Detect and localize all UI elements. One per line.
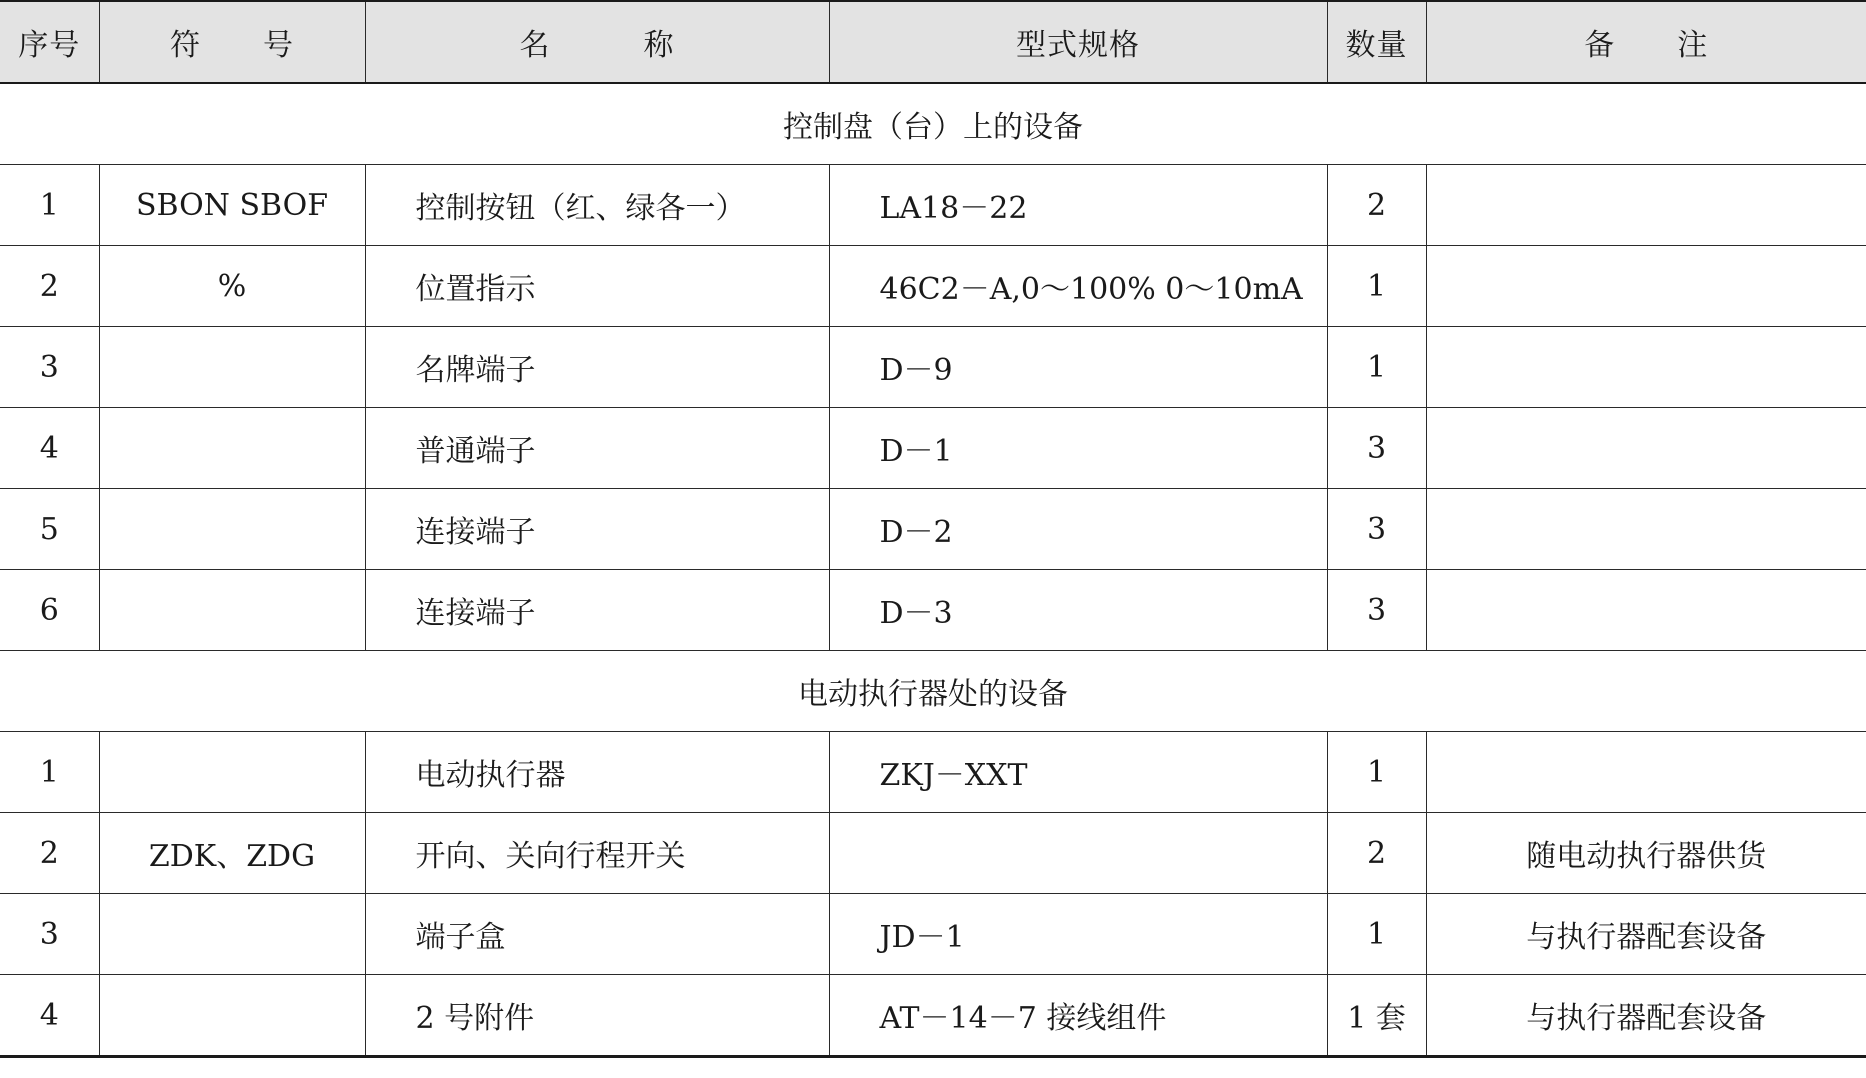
- cell-qty: 1: [1327, 732, 1426, 813]
- section-title-row: [0, 651, 1866, 732]
- cell-note: [1426, 246, 1866, 327]
- cell-name: 位置指示: [365, 246, 829, 327]
- cell-name: 2 号附件: [365, 975, 829, 1057]
- cell-qty: 3: [1327, 489, 1426, 570]
- cell-note: 与执行器配套设备: [1426, 894, 1866, 975]
- cell-index: 2: [0, 246, 99, 327]
- cell-symbol: [99, 570, 365, 651]
- cell-index: 4: [0, 408, 99, 489]
- header-symbol: 符 号: [99, 1, 365, 83]
- table-row: [0, 246, 1866, 327]
- cell-index: 3: [0, 894, 99, 975]
- header-qty: 数量: [1327, 1, 1426, 83]
- cell-name: 名牌端子: [365, 327, 829, 408]
- cell-symbol: [99, 327, 365, 408]
- table-row: [0, 732, 1866, 813]
- cell-note: [1426, 327, 1866, 408]
- cell-index: 2: [0, 813, 99, 894]
- cell-qty: 1 套: [1327, 975, 1426, 1057]
- table-row: [0, 975, 1866, 1057]
- cell-spec: 46C2－A,0～100% 0～10mA: [829, 246, 1327, 327]
- table-row: [0, 489, 1866, 570]
- cell-symbol: ZDK、ZDG: [99, 813, 365, 894]
- cell-note: [1426, 408, 1866, 489]
- cell-spec: D－1: [829, 408, 1327, 489]
- cell-spec: D－9: [829, 327, 1327, 408]
- cell-index: 1: [0, 165, 99, 246]
- cell-note: [1426, 165, 1866, 246]
- cell-qty: 3: [1327, 408, 1426, 489]
- cell-spec: LA18－22: [829, 165, 1327, 246]
- cell-note: [1426, 732, 1866, 813]
- cell-symbol: [99, 975, 365, 1057]
- table-row: [0, 327, 1866, 408]
- cell-note: 与执行器配套设备: [1426, 975, 1866, 1057]
- table-row: [0, 813, 1866, 894]
- cell-name: 连接端子: [365, 489, 829, 570]
- table-row: [0, 408, 1866, 489]
- cell-symbol: [99, 408, 365, 489]
- header-spec: 型式规格: [829, 1, 1327, 83]
- cell-symbol: %: [99, 246, 365, 327]
- section-title: 电动执行器处的设备: [0, 651, 1866, 732]
- cell-name: 电动执行器: [365, 732, 829, 813]
- cell-qty: 1: [1327, 894, 1426, 975]
- header-name: 名 称: [365, 1, 829, 83]
- cell-note: 随电动执行器供货: [1426, 813, 1866, 894]
- cell-symbol: [99, 732, 365, 813]
- cell-name: 普通端子: [365, 408, 829, 489]
- cell-qty: 2: [1327, 813, 1426, 894]
- section-title-row: [0, 83, 1866, 165]
- cell-name: 开向、关向行程开关: [365, 813, 829, 894]
- table-row: [0, 570, 1866, 651]
- cell-spec: AT－14－7 接线组件: [829, 975, 1327, 1057]
- cell-name: 端子盒: [365, 894, 829, 975]
- header-note: 备 注: [1426, 1, 1866, 83]
- cell-symbol: SBON SBOF: [99, 165, 365, 246]
- cell-qty: 1: [1327, 327, 1426, 408]
- cell-spec: ZKJ－XXT: [829, 732, 1327, 813]
- cell-qty: 3: [1327, 570, 1426, 651]
- cell-spec: D－3: [829, 570, 1327, 651]
- table-row: [0, 165, 1866, 246]
- cell-index: 5: [0, 489, 99, 570]
- section-title: 控制盘（台）上的设备: [0, 83, 1866, 165]
- cell-note: [1426, 489, 1866, 570]
- cell-index: 6: [0, 570, 99, 651]
- table-row: [0, 894, 1866, 975]
- header-row: [0, 1, 1866, 83]
- cell-name: 控制按钮（红、绿各一）: [365, 165, 829, 246]
- header-index: 序号: [0, 1, 99, 83]
- cell-note: [1426, 570, 1866, 651]
- cell-spec: D－2: [829, 489, 1327, 570]
- cell-spec: [829, 813, 1327, 894]
- cell-name: 连接端子: [365, 570, 829, 651]
- cell-spec: JD－1: [829, 894, 1327, 975]
- cell-symbol: [99, 894, 365, 975]
- cell-index: 4: [0, 975, 99, 1057]
- cell-qty: 1: [1327, 246, 1426, 327]
- cell-index: 3: [0, 327, 99, 408]
- cell-symbol: [99, 489, 365, 570]
- cell-qty: 2: [1327, 165, 1426, 246]
- cell-index: 1: [0, 732, 99, 813]
